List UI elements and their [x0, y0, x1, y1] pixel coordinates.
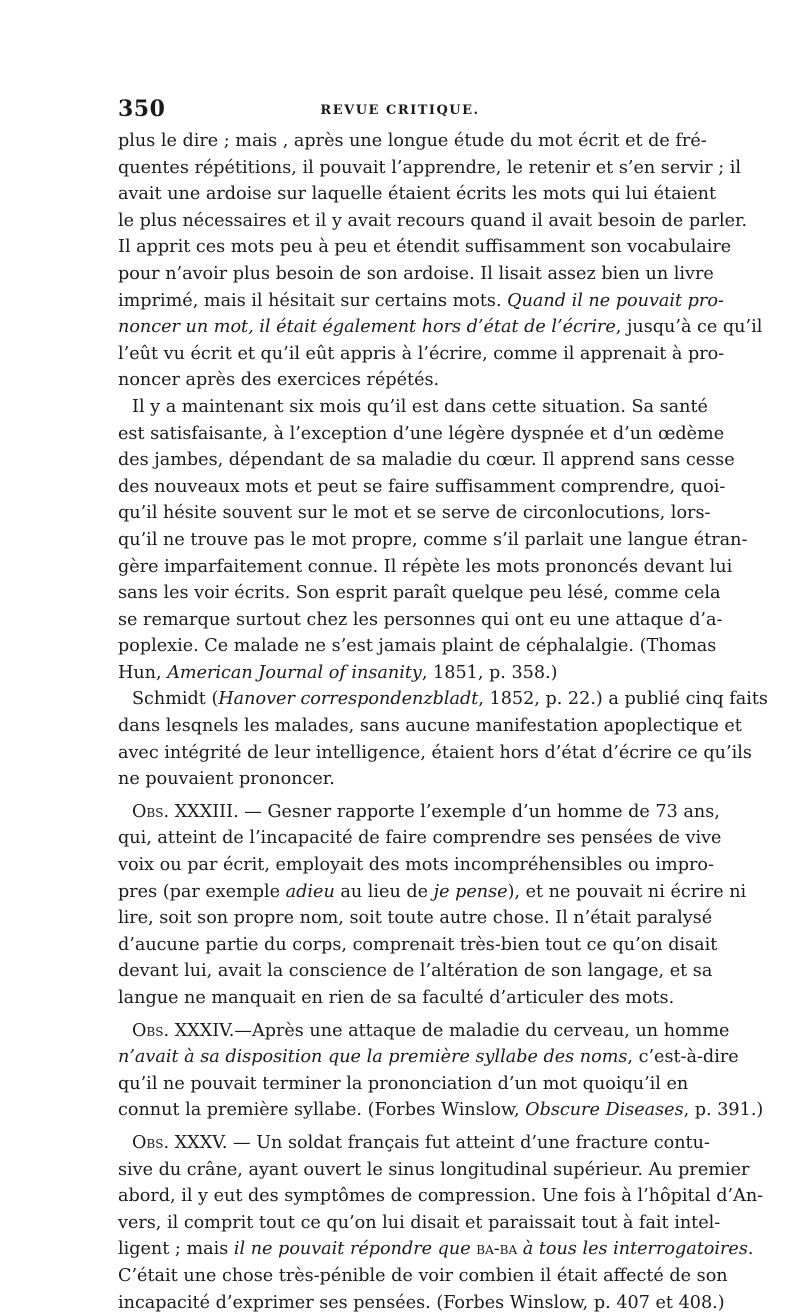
text-segment: C’était une chose très-pénible de voir combien il était affecté de son	[118, 1265, 728, 1286]
text-segment: langue ne manquait en rien de sa faculté d’articuler des mots.	[118, 988, 675, 1008]
text-segment: qu’il ne trouve pas le mot propre, comme s’il parlait une langue étran-	[118, 529, 748, 550]
text-line	[118, 766, 682, 793]
text-segment: XXXV. — Un soldat français fut atteint d’une fracture contu-	[169, 1132, 710, 1153]
text-segment: sans les voir écrits. Son esprit paraît quelque peu lésé, comme cela	[118, 583, 721, 604]
text-segment: ne pouvaient prononcer.	[118, 769, 335, 790]
text-segment: d’aucune partie du corps, comprenait très-bien tout ce qu’on disait	[118, 934, 718, 955]
text-segment: , 1852, p. 22.) a publié cinq faits	[478, 689, 768, 710]
text-segment: devant lui, avait la conscience de l’altération de son langage, et sa	[118, 961, 713, 982]
text-segment: connut la première syllabe. (Forbes Winslow,	[118, 1100, 526, 1121]
text-line	[118, 128, 707, 155]
italic-text: il ne pouvait répondre que	[233, 1239, 477, 1260]
paragraph	[118, 799, 747, 1012]
text-segment: sive du crâne, ayant ouvert le sinus longitudinal supérieur. Au premier	[118, 1159, 750, 1180]
text-line	[118, 1290, 725, 1316]
text-segment: abord, il y eut des symptômes de compression. Une fois à l’hôpital d’An-	[118, 1186, 764, 1207]
text-line	[118, 314, 763, 341]
text-line	[118, 1236, 754, 1263]
text-segment: , jusqu’à ce qu’il	[615, 317, 763, 338]
text-segment: dans lesqnels les malades, sans aucune manifestation apoplectique et	[118, 716, 742, 737]
text-segment: se remarque surtout chez les personnes qui ont eu une attaque d’a-	[118, 609, 723, 630]
text-line	[118, 394, 708, 421]
text-segment: des jambes, dépendant de sa maladie du cœur. Il apprend sans cesse	[118, 450, 735, 471]
text-segment: l’eût vu écrit et qu’il eût appris à l’écrire, comme il apprenait à pro-	[118, 343, 725, 364]
text-line	[118, 1044, 739, 1071]
italic-text: adieu	[285, 881, 335, 902]
text-line	[118, 1071, 689, 1098]
italic-text: je pense	[433, 881, 508, 902]
text-line	[118, 1210, 721, 1237]
text-line	[118, 799, 720, 826]
text-segment: qui, atteint de l’incapacité de faire comprendre ses pensées de vive	[118, 828, 722, 849]
text-segment: des nouveaux mots et peut se faire suffisamment comprendre, quoi-	[118, 476, 726, 497]
text-line	[118, 932, 718, 959]
small-caps-text: ba-ba	[476, 1239, 518, 1260]
text-line	[118, 1018, 730, 1045]
text-segment: avec intégrité de leur intelligence, étaient hors d’état d’écrire ce qu’ils	[118, 742, 752, 763]
text-segment: imprimé, mais il hésitait sur certains mots.	[118, 290, 508, 311]
paragraph	[118, 128, 763, 394]
running-head	[118, 96, 682, 122]
text-line	[118, 261, 714, 288]
text-line	[118, 341, 725, 368]
text-segment: avait une ardoise sur laquelle étaient écrits les mots qui lui étaient	[118, 184, 717, 205]
text-segment: gère imparfaitement connue. Il répète les mots prononcés devant lui	[118, 556, 733, 577]
paragraph	[118, 394, 748, 687]
text-segment: poplexie. Ce malade ne s’est jamais plaint de céphalalgie. (Thomas	[118, 636, 717, 657]
text-segment: voix ou par écrit, employait des mots incompréhensibles ou impro-	[118, 855, 714, 876]
text-line	[118, 852, 714, 879]
page-number: 350	[118, 96, 166, 122]
text-line	[118, 554, 733, 581]
text-line	[118, 1157, 750, 1184]
text-segment: Il apprit ces mots peu à peu et étendit suffisamment son vocabulaire	[118, 237, 732, 258]
text-line	[118, 234, 732, 261]
document-page	[118, 96, 768, 1316]
text-segment: .	[747, 1239, 754, 1260]
text-line	[118, 985, 682, 1012]
text-segment: est satisfaisante, à l’exception d’une légère dyspnée et d’un œdème	[118, 423, 725, 444]
text-segment: noncer après des exercices répétés.	[118, 370, 440, 391]
text-line	[118, 958, 713, 985]
italic-text: n’avait à sa disposition que la première syllabe des noms	[118, 1047, 628, 1068]
text-line	[118, 1263, 728, 1290]
text-segment: Hun,	[118, 662, 168, 683]
paragraph	[118, 1018, 764, 1124]
text-segment: XXXIII. — Gesner rapporte l’exemple d’un homme de 73 ans,	[169, 801, 720, 822]
text-segment: lire, soit son propre nom, soit toute autre chose. Il n’était paralysé	[118, 908, 713, 929]
text-segment: , 1851, p. 358.)	[421, 662, 558, 683]
paragraph	[118, 1130, 764, 1316]
text-segment: plus le dire ; mais , après une longue étude du mot écrit et de fré-	[118, 131, 707, 151]
italic-text: Hanover correspondenzbladt	[218, 689, 479, 710]
text-line	[118, 474, 726, 501]
text-segment: , p. 391.)	[683, 1100, 764, 1121]
text-segment: ), et ne pouvait ni écrire ni	[507, 881, 747, 902]
small-caps-text: Obs.	[132, 1020, 170, 1041]
text-line	[118, 181, 717, 208]
body-text	[118, 128, 768, 1316]
text-line	[118, 421, 725, 448]
text-segment: incapacité d’exprimer ses pensées. (Forbes Winslow, p. 407 et 408.)	[118, 1292, 725, 1313]
text-line	[118, 686, 768, 713]
text-line	[118, 1097, 764, 1124]
text-line	[118, 580, 721, 607]
text-segment: XXXIV.—Après une attaque de maladie du cerveau, un homme	[169, 1020, 730, 1041]
text-line	[118, 208, 748, 235]
text-line	[118, 527, 748, 554]
text-line	[118, 825, 722, 852]
italic-text: noncer un mot, il était également hors d’état de l’écrire	[118, 317, 616, 338]
text-line	[118, 607, 723, 634]
text-line	[118, 1183, 764, 1210]
text-segment: Il y a maintenant six mois qu’il est dans cette situation. Sa santé	[132, 396, 708, 417]
text-segment: pres (par exemple	[118, 881, 286, 902]
text-line	[118, 155, 741, 182]
text-line	[118, 1130, 710, 1157]
text-line	[118, 740, 752, 767]
italic-text: Obscure Diseases	[525, 1100, 684, 1121]
text-segment: qu’il ne pouvait terminer la prononciation d’un mot quoiqu’il en	[118, 1073, 689, 1094]
text-line	[118, 500, 711, 527]
paragraph	[118, 686, 768, 792]
text-segment: , c’est-à-dire	[627, 1047, 739, 1068]
text-segment: le plus nécessaires et il y avait recours quand il avait besoin de parler.	[118, 210, 748, 231]
text-line	[118, 288, 724, 315]
text-segment: au lieu de	[334, 881, 434, 902]
text-line	[118, 905, 713, 932]
italic-text: Quand il ne pouvait pro-	[507, 290, 724, 311]
text-line	[118, 660, 682, 687]
italic-text: à tous les interrogatoires	[517, 1239, 748, 1260]
small-caps-text: Obs.	[132, 801, 170, 822]
journal-title: REVUE CRITIQUE.	[320, 103, 480, 118]
text-segment: Schmidt (	[132, 689, 219, 710]
text-line	[118, 447, 735, 474]
text-segment: pour n’avoir plus besoin de son ardoise. Il lisait assez bien un livre	[118, 263, 714, 284]
text-segment: qu’il hésite souvent sur le mot et se serve de circonlocutions, lors-	[118, 503, 711, 524]
text-line	[118, 879, 747, 906]
text-segment: quentes répétitions, il pouvait l’apprendre, le retenir et s’en servir ; il	[118, 157, 741, 178]
text-segment: vers, il comprit tout ce qu’on lui disait et paraissait tout à fait intel-	[118, 1212, 721, 1233]
text-line	[118, 713, 742, 740]
text-line	[118, 367, 682, 394]
text-line	[118, 633, 717, 660]
text-segment: ligent ; mais	[118, 1239, 234, 1260]
italic-text: American Journal of insanity	[167, 662, 422, 683]
small-caps-text: Obs.	[132, 1132, 170, 1153]
